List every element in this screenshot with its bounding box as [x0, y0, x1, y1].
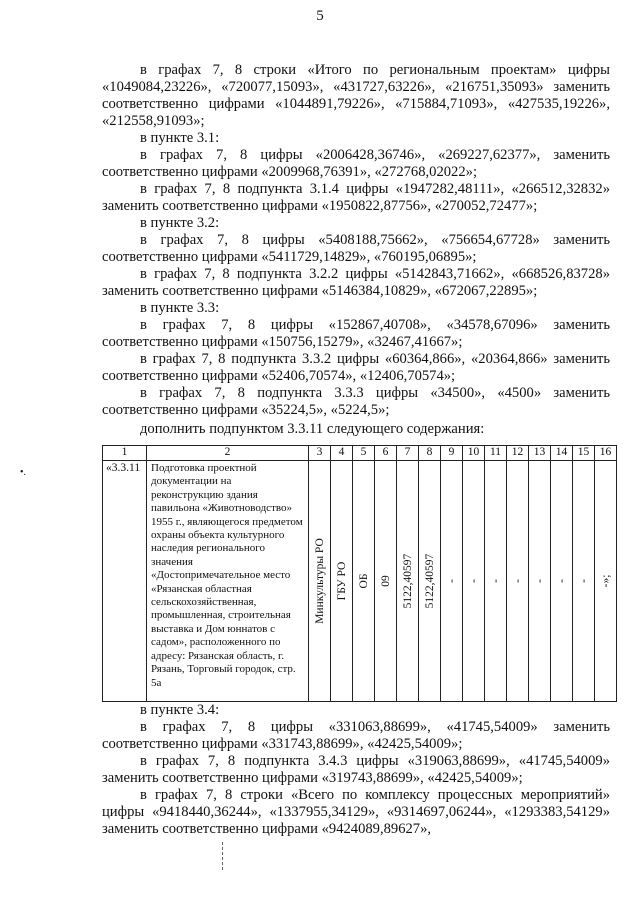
- cell-executor-text: ГБУ РО: [335, 561, 348, 601]
- cell-12: [507, 461, 529, 702]
- paragraph-punkt-3-1: в пункте 3.1:: [140, 130, 220, 146]
- cell-15-text: -: [577, 579, 590, 583]
- header-cell: 13: [529, 446, 551, 461]
- cell-16-text: -»;: [599, 574, 612, 588]
- cell-code-text: 09: [379, 575, 392, 587]
- paragraph-3-1-figures: в графах 7, 8 цифры «2006428,36746», «269227,62377», заменить соответственно цифрами «2009968,76391», «272768,02022»;: [102, 147, 610, 180]
- cell-10: [463, 461, 485, 702]
- paragraph-3-2-figures: в графах 7, 8 цифры «5408188,75662», «756654,67728» заменить соответственно цифрами «5411729,14829», «760195,06895»;: [102, 232, 610, 265]
- header-cell: 7: [397, 446, 419, 461]
- row-description: Подготовка проектной документации на реконструкцию здания павильона «Животноводство» 1955 г., являющегося предметом охраны объекта культурного наследия регионального значения «Достопримечательное место «Рязанская областная сельскохозяйственная, промышленная, строительная выставка и Дом юннатов с садом», расположенного по адресу: Рязанская область, г. Рязань, Торговый городок, стр. 5а: [147, 461, 309, 702]
- header-cell: 2: [147, 446, 309, 461]
- scan-mark: [222, 842, 224, 870]
- paragraph-punkt-3-4: в пункте 3.4:: [140, 702, 220, 718]
- cell-9-text: -: [445, 579, 458, 583]
- paragraph-3-4-figures: в графах 7, 8 цифры «331063,88699», «41745,54009» заменить соответственно цифрами «331743,88699», «42425,54009»;: [102, 719, 610, 752]
- paragraph-3-1-4: в графах 7, 8 подпункта 3.1.4 цифры «1947282,48111», «266512,32832» заменить соответственно цифрами «1950822,87756», «270052,72477»;: [102, 181, 610, 214]
- cell-15: [573, 461, 595, 702]
- cell-13-text: -: [533, 579, 546, 583]
- table-header-row: [103, 446, 617, 461]
- header-cell: 15: [573, 446, 595, 461]
- paragraph-add-3-3-11: дополнить подпунктом 3.3.11 следующего содержания:: [140, 421, 485, 437]
- paragraph-punkt-3-2: в пункте 3.2:: [140, 215, 220, 231]
- cell-13: [529, 461, 551, 702]
- cell-year-text: 5122,40597: [423, 553, 436, 609]
- paragraph-3-3-2: в графах 7, 8 подпункта 3.3.2 цифры «60364,866», «20364,866» заменить соответственно цифрами «52406,70574», «12406,70574»;: [102, 351, 610, 384]
- cell-total: [397, 461, 419, 702]
- header-cell: 12: [507, 446, 529, 461]
- cell-budget-text: ОБ: [357, 573, 370, 589]
- header-cell: 1: [103, 446, 147, 461]
- cell-11-text: -: [489, 579, 502, 583]
- paragraph-3-2-2: в графах 7, 8 подпункта 3.2.2 цифры «5142843,71662», «668526,83728» заменить соответственно цифрами «5146384,10829», «672067,22895»;: [102, 266, 610, 299]
- paragraph-vsego: в графах 7, 8 строки «Всего по комплексу процессных мероприятий» цифры «9418440,36244», «1337955,34129», «9314697,06244», «1293383,54129» заменить соответственно цифрами «9424089,89627»,: [102, 787, 610, 837]
- cell-year: [419, 461, 441, 702]
- page-number: 5: [316, 8, 324, 24]
- cell-budget: [353, 461, 375, 702]
- cell-12-text: -: [511, 579, 524, 583]
- cell-9: [441, 461, 463, 702]
- header-cell: 8: [419, 446, 441, 461]
- header-cell: 9: [441, 446, 463, 461]
- margin-mark: •.: [20, 467, 27, 478]
- paragraph-itogo: в графах 7, 8 строки «Итого по региональным проектам» цифры «1049084,23226», «720077,15093», «431727,63226», «216751,35093» заменить соответственно цифрами «1044891,79226», «715884,71093», «427535,19226», «212558,91093»;: [102, 62, 610, 129]
- paragraph-punkt-3-3: в пункте 3.3:: [140, 300, 220, 316]
- paragraph-3-3-figures: в графах 7, 8 цифры «152867,40708», «34578,67096» заменить соответственно цифрами «150756,15279», «32467,41667»;: [102, 317, 610, 350]
- header-cell: 3: [309, 446, 331, 461]
- cell-code: [375, 461, 397, 702]
- cell-14-text: -: [555, 579, 568, 583]
- header-cell: 16: [595, 446, 617, 461]
- row-number: «3.3.11: [103, 461, 147, 702]
- table-row: [103, 461, 617, 702]
- paragraph-3-3-3: в графах 7, 8 подпункта 3.3.3 цифры «34500», «4500» заменить соответственно цифрами «35224,5», «5224,5»;: [102, 385, 610, 418]
- subitem-table: [102, 445, 617, 702]
- cell-responsible-text: Минкультуры РО: [313, 538, 326, 624]
- paragraph-3-4-3: в графах 7, 8 подпункта 3.4.3 цифры «319063,88699», «41745,54009» заменить соответственно цифрами «319743,88699», «42425,54009»;: [102, 753, 610, 786]
- cell-10-text: -: [467, 579, 480, 583]
- header-cell: 6: [375, 446, 397, 461]
- header-cell: 5: [353, 446, 375, 461]
- cell-16: [595, 461, 617, 702]
- cell-executor: [331, 461, 353, 702]
- cell-responsible: [309, 461, 331, 702]
- cell-14: [551, 461, 573, 702]
- header-cell: 10: [463, 446, 485, 461]
- cell-11: [485, 461, 507, 702]
- header-cell: 11: [485, 446, 507, 461]
- cell-total-text: 5122,40597: [401, 553, 414, 609]
- header-cell: 4: [331, 446, 353, 461]
- header-cell: 14: [551, 446, 573, 461]
